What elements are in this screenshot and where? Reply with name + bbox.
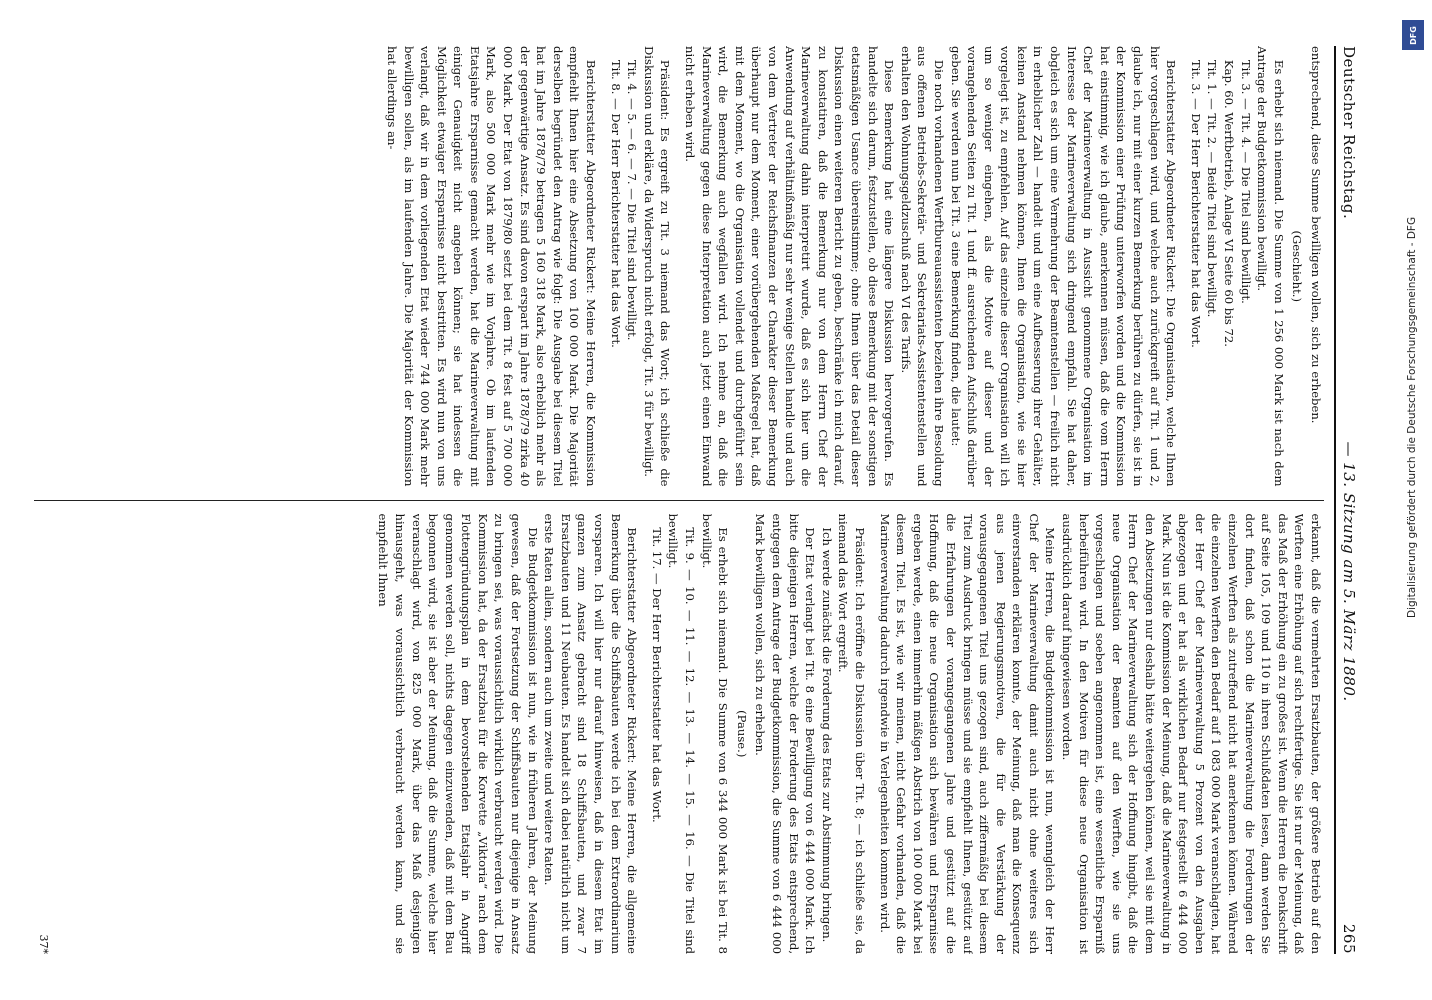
paragraph: entsprechend, diese Summe bewilligen wollen, sich zu erheben.	[1309, 46, 1323, 424]
paragraph: Berichterstatter Abgeordneter Rickert: Meine Herren, die allgemeine Bemerkung über die Schiffsbauten werde ich bei dem Extraordinarium vorsparen. Ich will hier nur darauf hinweisen, daß in diesem Etat im ganzen zum Ansatz gebracht sind 18 Schiffsbauten, und zwar 7 Ersatzbauten und 11 Neubauten. Es handelt sich dabei natürlich nicht um erste Raten allein, sondern auch um zweite und weitere Raten.	[542, 513, 640, 954]
paragraph: Die Budgetkommission ist nun, wie in früheren Jahren, der Meinung gewesen, daß der Fortsetzung der Schiffsbauten nur diejenige in Ansatz zu bringen sei, was voraussichtlich wirklich verbraucht werden wird. Die Kommission hat, da der Ersatzbau für die Korvette „Viktoria“ nach dem Flottengründungsplan in dem bevorstehenden Etatsjahr in Angriff genommen werden soll, nichts dagegen einzuwenden, daß mit dem Bau begonnen wird, sie ist aber der Meinung, daß die Summe, welche hier veranschlagt wird, von 825 000 Mark, über das Maß desjenigen hinausgeht, was voraussichtlich verbraucht werden kann, und sie empfiehlt Ihnen	[376, 513, 540, 954]
paragraph: Kap. 60. Werftbetrieb, Anlage VI Seite 60 bis 72.	[1222, 59, 1237, 347]
paragraph: Präsident: Es ergreift zu Tit. 3 niemand das Wort; ich schließe die Diskussion und erkläre, da Widerspruch nicht erfolgt, Tit. 3 für bewilligt.	[641, 46, 673, 487]
paragraph: (Pause.)	[734, 710, 749, 758]
paragraph: Es erhebt sich niemand. Die Summe von 6 344 000 Mark ist bei Tit. 8 bewilligt.	[699, 513, 731, 954]
paragraph: Tit. 1. — Tit. 2. — Beide Titel sind bewilligt.	[1205, 59, 1220, 318]
running-header	[1334, 46, 1358, 954]
column-right	[34, 514, 1324, 955]
paragraph: Präsident: Ich eröffne die Diskussion über Tit. 8; — ich schließe sie, da niemand das Wort ergreift.	[836, 513, 867, 954]
page-number: 265	[1340, 923, 1358, 954]
paragraph: erkannt, daß die vermehrten Ersatzbauten, der größere Betrieb auf den Werften eine Erhöhung auf sich rechtfertige. Sie ist nur der Meinung, daß das Maß der Erhöhung ein zu großes ist. Wenn die Herren die Denkschrift auf Seite 105, 109 und 110 in ihren Schlußdaten lesen, dann werden Sie dort finden, daß schon die Marineverwaltung die Forderungen der einzelnen Werften als zutreffend nicht hat anerkennen können. Während die einzelnen Werften den Bedarf auf 1 083 000 Mark veranschlagten, hat der Herr Chef der Marineverwaltung 5 Prozent von den Ausgaben abgezogen und er hat als wirklichen Bedarf nur festgestellt 6 444 000 Mark. Nun ist die Kommission der Meinung, daß die Marineverwaltung in den Absetzungen nur deshalb hätte weitergehen können, weil sie mit dem Herrn Chef der Marineverwaltung sich der Hoffnung hingibt, daß die neue Organisation der Beamten auf den Werften, wie sie uns vorgeschlagen und soeben angenommen ist, eine wesentliche Ersparniß herbeiführen wird. In den Motiven für diese neue Organisation ist ausdrücklich darauf hingewiesen worden.	[1060, 513, 1323, 954]
column-left	[34, 46, 1324, 487]
paragraph: Der Etat verlangt bei Tit. 8 eine Bewilligung von 6 444 000 Mark. Ich bitte diejenigen Herren, welche der Forderung des Etats entsprechend, entgegen dem Antrage der Budgetkommission, die Summe von 6 444 000 Mark bewilligen wollen, sich zu erheben.	[753, 513, 818, 954]
header-title: Deutscher Reichstag.	[1340, 46, 1358, 220]
paragraph: Es erhebt sich niemand. Die Summe von 1 256 000 Mark ist nach dem Antrage der Budgetkommission bewilligt.	[1255, 46, 1286, 487]
paragraph: Berichterstatter Abgeordneter Rickert: Meine Herren, die Kommission empfiehlt Ihnen hier eine Absetzung von 100 000 Mark. Die Majorität derselben begründet den Antrag wie folgt: Die Ausgabe bei diesem Titel hat im Jahre 1878/79 betragen 5 160 318 Mark, also erheblich mehr als der gegenwärtige Ansatz. Es sind davon erspart im Jahre 1878/79 zirka 40 000 Mark. Der Etat von 1879/80 setzt bei dem Tit. 8 fest auf 5 700 000 Mark, also 500 000 Mark mehr wie im Vorjahre. Ob im laufenden Etatsjahre Ersparnisse gemacht werden, hat die Marineverwaltung mit einiger Genauigkeit nicht angeben können; sie hat indessen die Möglichkeit etwaiger Ersparnisse nicht bestritten. Es wird nun von uns verlangt, daß wir in dem vorliegenden Etat wieder 744 000 Mark mehr bewilligen sollen, als im laufenden Jahre. Die Majorität der Kommission hat allerdings an-	[384, 46, 599, 487]
paragraph: Berichterstatter Abgeordneter Rickert: Die Organisation, welche Ihnen hier vorgeschlagen wird, und welche auch zurückgreift auf Tit. 1 und 2, glaube ich, nur mit einer kurzen Bemerkung berühren zu dürfen, sie ist in der Kommission einer Prüfung unterworfen worden und die Kommission hat einstimmig, wie ich glaube, anerkennen müssen, daß die vom Herrn Chef der Marineverwaltung in Aussicht genommene Organisation im Interesse der Marineverwaltung sich dringend empfahl. Sie hat daher, obgleich es sich um eine Vermehrung der Beamtenstellen — freilich nicht in erheblicher Zahl — handelt und um eine Aufbesserung ihrer Gehälter, keinen Anstand nehmen können, Ihnen die Organisation, wie sie hier vorgelegt ist, zu empfehlen. Auf das einzelne dieser Organisation will ich um so weniger eingehen, als die Motive auf dieser und der vorangehenden Seiten zu Tit. 1 und ff. ausreichenden Aufschluß darüber geben. Sie werden nun bei Tit. 3 eine Bemerkung finden, die lautet:	[948, 46, 1179, 487]
signature-mark: 37*	[36, 934, 50, 954]
header-session: — 13. Sitzung am 5. März 1880.	[1340, 441, 1358, 702]
paragraph: Tit. 3. — Tit. 4. — Die Titel sind bewilligt.	[1238, 59, 1253, 304]
column-rule	[34, 500, 1324, 501]
text-columns	[34, 46, 1324, 954]
paragraph: Tit. 8. — Der Herr Berichterstatter hat das Wort.	[608, 59, 623, 348]
digitization-note: Digitalisierung gefördert durch die Deutsche Forschungsgemeinschaft - DFG	[1406, 216, 1418, 618]
paragraph: Tit. 3. — Der Herr Berichterstatter hat das Wort.	[1188, 59, 1203, 348]
dfg-logo-icon: DFG	[1402, 20, 1424, 50]
digitization-stamp	[1398, 12, 1428, 988]
paragraph: Diese Bemerkung hat eine längere Diskussion hervorgerufen. Es handelte sich darum, festzustellen, ob diese Bemerkung mit der sonstigen etatsmäßigen Usance übereinstimme; ohne Ihnen über das Detail dieser Diskussion einen weiteren Bericht zu geben, beschränke ich mich darauf, zu konstatiren, daß die Bemerkung nur von dem Herrn Chef der Marineverwaltung dahin interpretirt wurde, daß es sich hier um die Anwendung auf verhältnißmäßig nur sehr wenige Stellen handle und auch von dem Vertreter der Reichsfinanzen der Charakter dieser Bemerkung überhaupt nur dem Moment, einer vorübergehenden Maßregel hat, daß mit dem Moment, wo die Organisation vollendet und durchgeführt sein wird, die Bemerkung auch wegfallen wird. Ich nehme an, daß die Marineverwaltung gegen diese Interpretation auch jetzt einen Einwand nicht erheben wird.	[683, 46, 897, 487]
paragraph: Meine Herren, die Budgetkommission ist nun, wenngleich der Herr Chef der Marineverwaltung damit auch nicht ohne weiteres sich einverstanden erklären konnte, der Meinung, daß man die Konsequenz aus jenen Regierungsmotiven, die für die Verstärkung der vorausgegangenen Titel uns gezogen sind, auch ziffermäßig bei diesem Titel zum Ausdruck bringen müsse und sie empfiehlt Ihnen, gestützt auf die Erfahrungen der vorangegangenen Jahre und gestützt auf die Hoffnung, daß die neue Organisation sich bewähren und Ersparnisse ergeben werde, einen immerhin mäßigen Abstrich von 100 000 Mark bei diesem Titel. Es ist, wie wir meinen, nicht Gefahr vorhanden, daß die Marineverwaltung dadurch irgendwie in Verlegenheiten kommen wird.	[877, 513, 1058, 954]
paragraph: Die noch vorhandenen Werftbureauassistenten beziehen ihre Besoldung aus offenen Betriebs-Sekretär- und Sekretariats-Assistentenstellen und erhalten den Wohnungsgeldzuschuß nach VI des Tarifs.	[898, 46, 946, 487]
paragraph: Tit. 4. — 5. — 6. — 7. — Die Titel sind bewilligt.	[625, 59, 640, 341]
paragraph: Ich werde zunächst die Forderung des Etats zur Abstimmung bringen.	[819, 527, 834, 943]
paragraph: (Geschieht.)	[1290, 230, 1305, 302]
paragraph: Tit. 17. — Der Herr Berichterstatter hat das Wort.	[649, 527, 664, 823]
paragraph: Tit. 9. — 10. — 11. — 12. — 13. — 14. — 15. — 16. — Die Titel sind bewilligt.	[666, 513, 698, 954]
